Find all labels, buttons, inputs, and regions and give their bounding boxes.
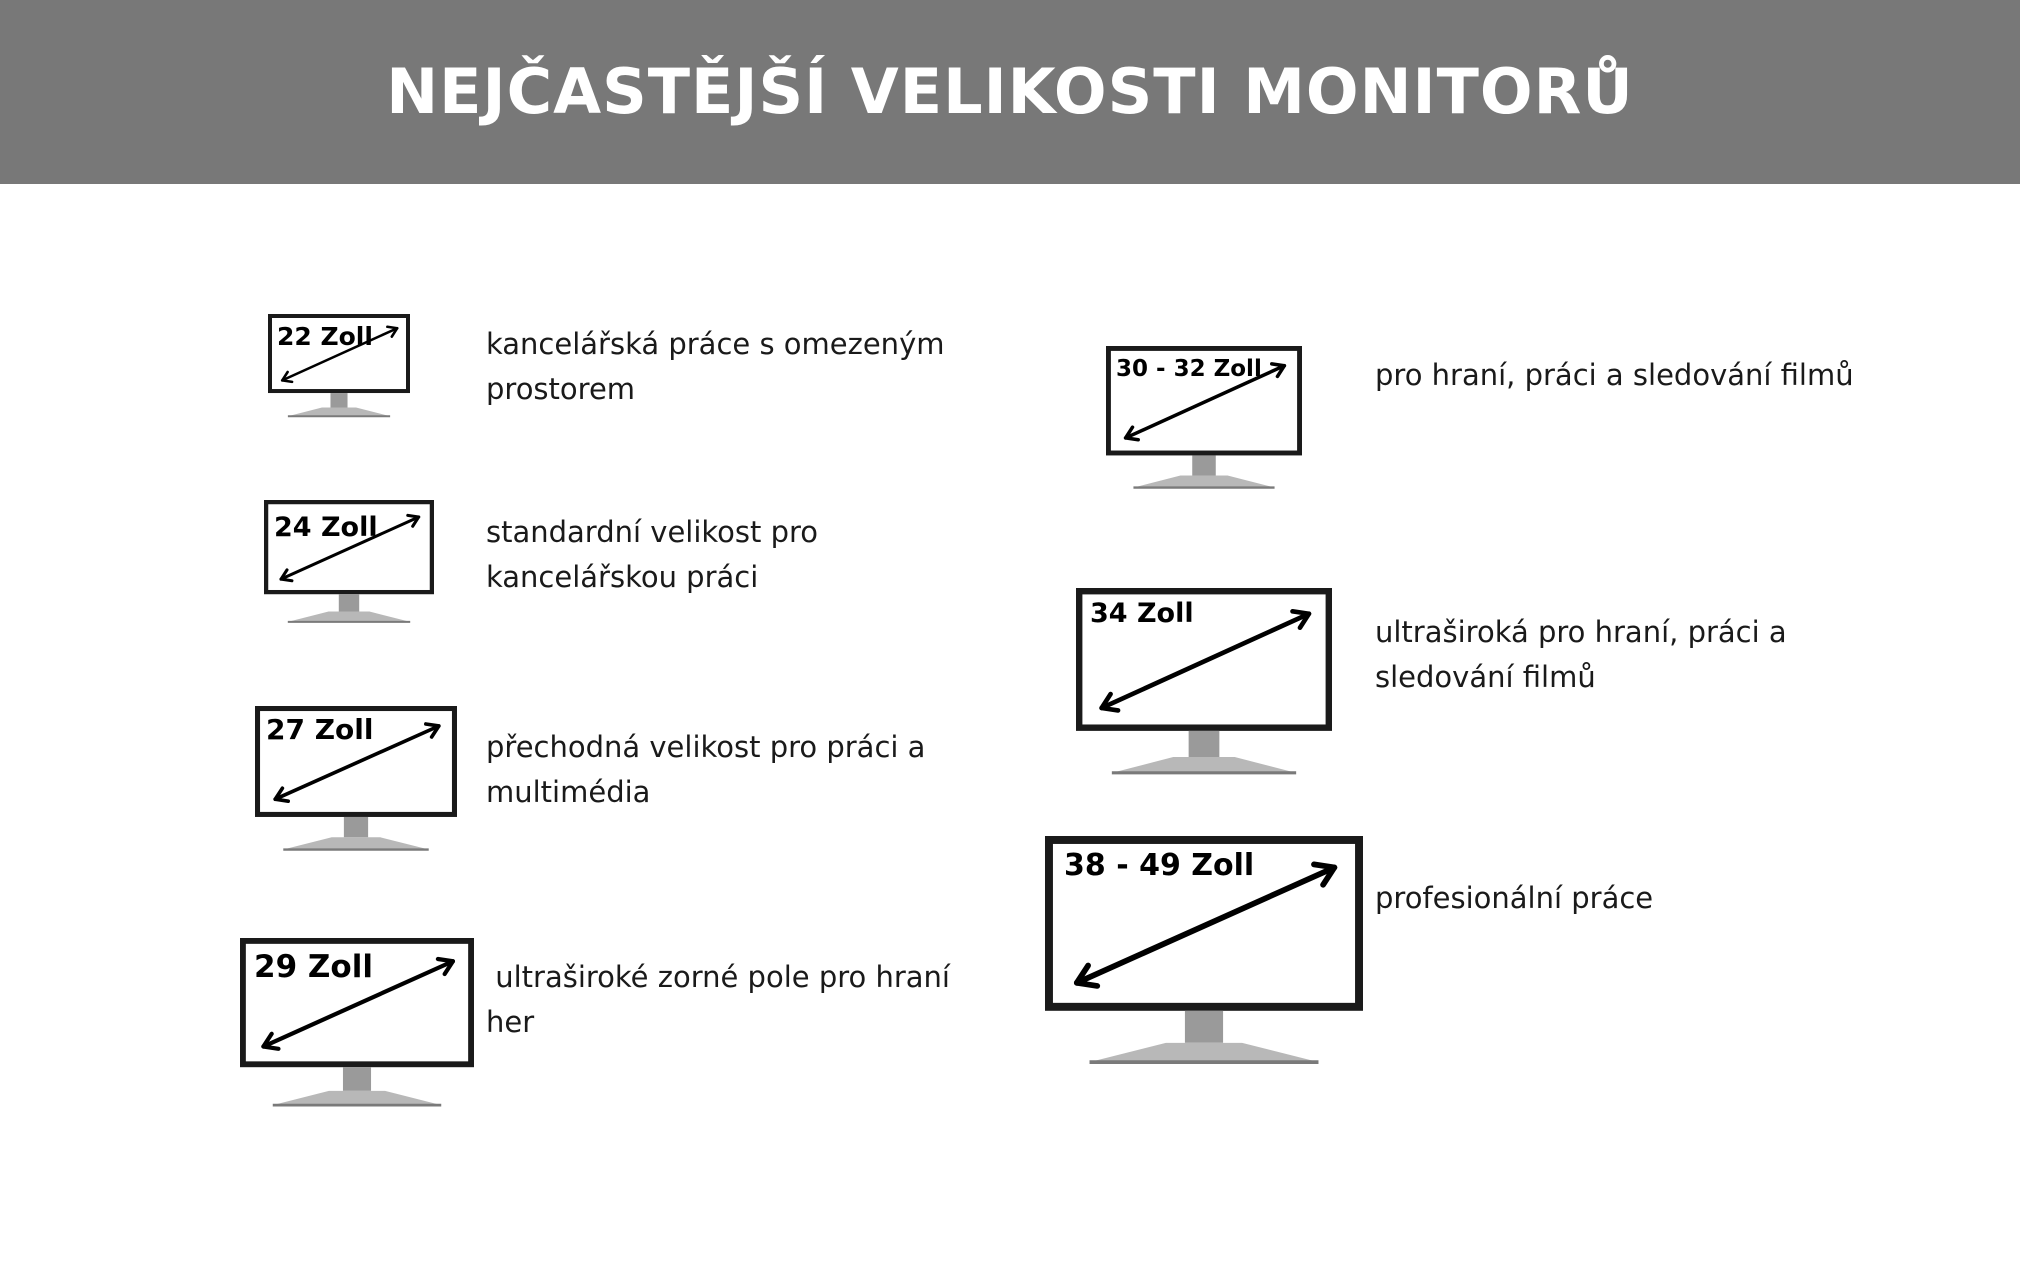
stand-base: [283, 837, 428, 849]
stand-neck: [1192, 455, 1216, 475]
monitor-description: pro hraní, práci a sledování filmů: [1375, 358, 1854, 392]
stand-base: [288, 612, 410, 622]
monitor-size-label: 38 - 49 Zoll: [1064, 848, 1255, 883]
stand-base: [1112, 757, 1296, 773]
monitor-description: ultraširoká pro hraní, práci a sledování filmů: [1375, 615, 1787, 694]
monitor-size-label: 27 Zoll: [266, 713, 374, 746]
monitor-size-label: 34 Zoll: [1090, 598, 1194, 629]
page-title: NEJČASTĚJŠÍ VELIKOSTI MONITORŮ: [386, 55, 1634, 128]
monitor-size-label: 22 Zoll: [277, 322, 373, 351]
stand-neck: [1189, 731, 1220, 757]
monitor-description: kancelářská práce s omezeným prostorem: [486, 327, 945, 406]
monitor-description: ultraširoké zorné pole pro hraní her: [486, 960, 960, 1039]
stand-neck: [339, 594, 359, 611]
monitor-description: standardní velikost pro kancelářskou práci: [486, 515, 819, 594]
monitor-description: profesionální práce: [1375, 881, 1654, 915]
stand-base: [273, 1091, 441, 1105]
stand-neck: [1185, 1011, 1223, 1043]
stand-base: [1090, 1043, 1319, 1062]
stand-base: [288, 408, 390, 417]
monitor-description: přechodná velikost pro práci a multimédia: [486, 730, 926, 809]
stand-neck: [330, 393, 347, 407]
monitor-size-label: 24 Zoll: [274, 512, 378, 543]
stand-neck: [343, 1067, 371, 1091]
stand-base: [1133, 475, 1274, 487]
monitor-size-label: 30 - 32 Zoll: [1116, 356, 1262, 382]
stand-neck: [344, 817, 368, 837]
monitor-size-label: 29 Zoll: [254, 949, 373, 985]
